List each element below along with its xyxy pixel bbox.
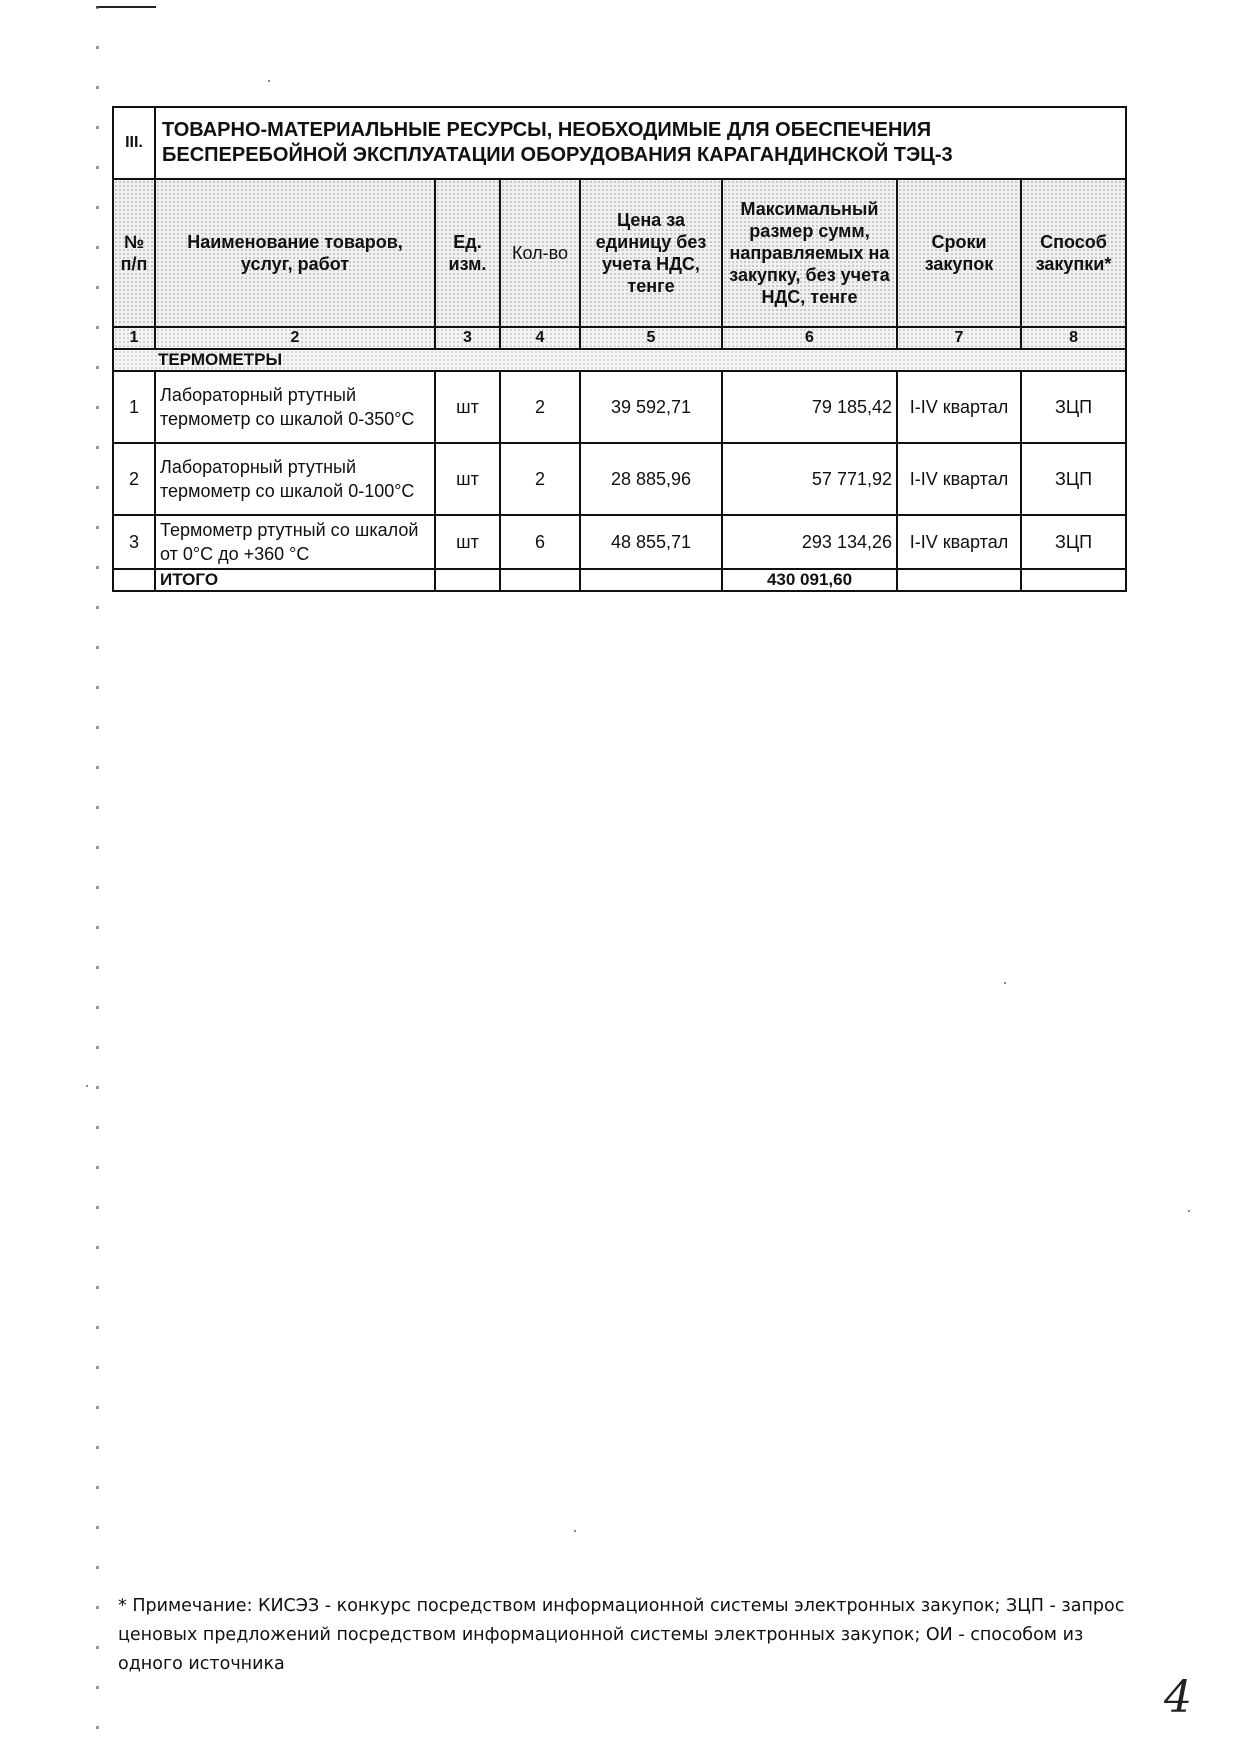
row-amount: 57 771,92 xyxy=(722,443,897,515)
table-row xyxy=(113,371,1126,443)
row-price: 48 855,71 xyxy=(580,515,722,569)
column-number: 8 xyxy=(1021,327,1126,349)
row-num: 2 xyxy=(113,443,155,515)
header-qty: Кол-во xyxy=(500,179,580,327)
column-header-row xyxy=(113,179,1126,327)
section-header-row xyxy=(113,107,1126,179)
procurement-table xyxy=(112,106,1127,592)
total-amount: 430 091,60 xyxy=(722,569,897,591)
row-method: ЗЦП xyxy=(1021,371,1126,443)
scan-speck xyxy=(268,80,270,82)
row-period: I-IV квартал xyxy=(897,443,1021,515)
total-empty-cell xyxy=(897,569,1021,591)
column-number: 5 xyxy=(580,327,722,349)
table-row xyxy=(113,443,1126,515)
header-name: Наименование товаров, услуг, работ xyxy=(155,179,435,327)
row-period: I-IV квартал xyxy=(897,371,1021,443)
row-num: 1 xyxy=(113,371,155,443)
header-period: Сроки закупок xyxy=(897,179,1021,327)
total-empty-cell xyxy=(435,569,500,591)
header-method: Способ закупки* xyxy=(1021,179,1126,327)
column-number: 1 xyxy=(113,327,155,349)
row-price: 28 885,96 xyxy=(580,443,722,515)
scan-speck xyxy=(1004,982,1006,984)
scan-speck xyxy=(574,1530,576,1532)
row-method: ЗЦП xyxy=(1021,515,1126,569)
section-title: ТОВАРНО-МАТЕРИАЛЬНЫЕ РЕСУРСЫ, НЕОБХОДИМЫЕ ДЛЯ ОБЕСПЕЧЕНИЯ БЕСПЕРЕБОЙНОЙ ЭКСПЛУАТАЦИИ ОБОРУДОВАНИЯ КАРАГАНДИНСКОЙ ТЭЦ-3 xyxy=(155,107,1126,179)
total-empty-cell xyxy=(1021,569,1126,591)
column-number: 6 xyxy=(722,327,897,349)
column-number: 2 xyxy=(155,327,435,349)
column-number: 3 xyxy=(435,327,500,349)
row-amount: 293 134,26 xyxy=(722,515,897,569)
header-num: № п/п xyxy=(113,179,155,327)
row-unit: шт xyxy=(435,443,500,515)
row-qty: 2 xyxy=(500,371,580,443)
footnote: * Примечание: КИСЭЗ - конкурс посредством информационной системы электронных закупок; ЗЦП - запрос ценовых предложений посредством информационной системы электронных закупок; ОИ - способом из одного источника xyxy=(118,1596,1125,1674)
row-period: I-IV квартал xyxy=(897,515,1021,569)
total-label: ИТОГО xyxy=(155,569,435,591)
column-number-row xyxy=(113,327,1126,349)
group-title: ТЕРМОМЕТРЫ xyxy=(113,349,1126,371)
section-number: III. xyxy=(113,107,155,179)
total-empty-cell xyxy=(113,569,155,591)
header-amount: Максимальный размер сумм, направляемых на закупку, без учета НДС, тенге xyxy=(722,179,897,327)
scan-corner-mark xyxy=(96,6,156,8)
row-unit: шт xyxy=(435,515,500,569)
row-qty: 6 xyxy=(500,515,580,569)
header-unit: Ед. изм. xyxy=(435,179,500,327)
row-amount: 79 185,42 xyxy=(722,371,897,443)
row-name: Лабораторный ртутный термометр со шкалой 0-350°С xyxy=(155,371,435,443)
row-price: 39 592,71 xyxy=(580,371,722,443)
row-name: Термометр ртутный со шкалой от 0°С до +360 °С xyxy=(155,515,435,569)
scan-margin-line xyxy=(96,6,99,1746)
header-price: Цена за единицу без учета НДС, тенге xyxy=(580,179,722,327)
row-qty: 2 xyxy=(500,443,580,515)
total-row xyxy=(113,569,1126,591)
scan-speck xyxy=(86,1085,88,1087)
column-number: 7 xyxy=(897,327,1021,349)
total-empty-cell xyxy=(500,569,580,591)
row-unit: шт xyxy=(435,371,500,443)
row-num: 3 xyxy=(113,515,155,569)
table-row xyxy=(113,515,1126,569)
column-number: 4 xyxy=(500,327,580,349)
row-method: ЗЦП xyxy=(1021,443,1126,515)
group-row xyxy=(113,349,1126,371)
scan-speck xyxy=(1188,1210,1190,1212)
page-number: 4 xyxy=(1164,1672,1192,1723)
row-name: Лабораторный ртутный термометр со шкалой 0-100°С xyxy=(155,443,435,515)
total-empty-cell xyxy=(580,569,722,591)
